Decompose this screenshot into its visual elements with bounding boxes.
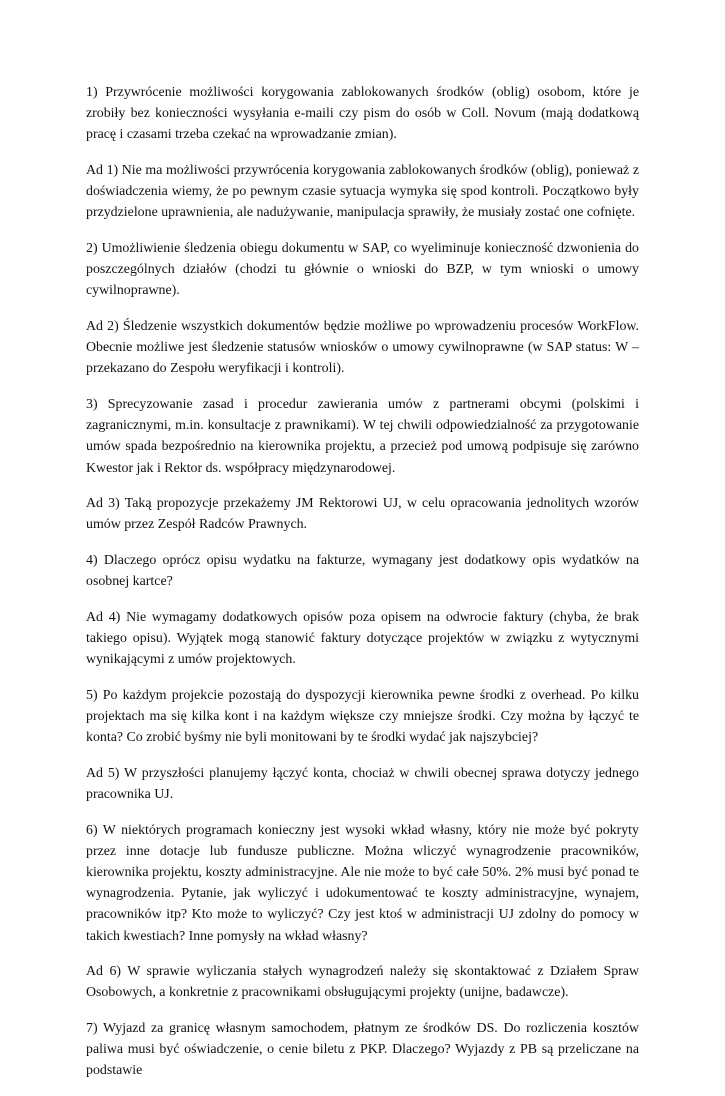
paragraph-7-question: 7) Wyjazd za granicę własnym samochodem, płatnym ze środków DS. Do rozliczenia kosztów paliwa musi być oświadczenie, o cenie biletu z PKP. Dlaczego? Wyjazdy z PB są przeliczane na podstawie [86,1021,639,1079]
paragraph-2-answer: Ad 2) Śledzenie wszystkich dokumentów będzie możliwe po wprowadzeniu procesów WorkFlow. Obecnie możliwe jest śledzenie statusów wniosków o umowy cywilnoprawne (w SAP status: W – przekazano do Zespołu weryfikacji i kontroli). [86,319,639,377]
paragraph-2-question: 2) Umożliwienie śledzenia obiegu dokumentu w SAP, co wyeliminuje konieczność dzwonienia do poszczególnych działów (chodzi tu głównie o wnioski do BZP, w tym wnioski o umowy cywilnoprawne). [86,241,639,299]
paragraph-1-answer: Ad 1) Nie ma możliwości przywrócenia korygowania zablokowanych środków (oblig), ponieważ z doświadczenia wiemy, że po pewnym czasie sytuacja wymyka się spod kontroli. Początkowo były przydzielone uprawnienia, ale nadużywanie, manipulacja sprawiły, że musiały zostać one cofnięte. [86,163,639,221]
document-body [86,82,639,1096]
paragraph-1-question: 1) Przywrócenie możliwości korygowania zablokowanych środków (oblig) osobom, które je zrobiły bez konieczności wysyłania e-maili czy pism do osób w Coll. Novum (mają dodatkową pracę i czasami trzeba czekać na wprowadzanie zmian). [86,85,639,143]
paragraph-6-answer: Ad 6) W sprawie wyliczania stałych wynagrodzeń należy się skontaktować z Działem Spraw Osobowych, a konkretnie z pracownikami obsługującymi projekty (unijne, badawcze). [86,964,639,1001]
paragraph-5-answer: Ad 5) W przyszłości planujemy łączyć konta, chociaż w chwili obecnej sprawa dotyczy jednego pracownika UJ. [86,765,639,802]
paragraph-4-answer: Ad 4) Nie wymagamy dodatkowych opisów poza opisem na odwrocie faktury (chyba, że brak takiego opisu). Wyjątek mogą stanowić faktury dotyczące projektów w związku z wytycznymi wynikającymi z umów projektowych. [86,609,639,668]
paragraph-6-question: 6) W niektórych programach konieczny jest wysoki wkład własny, który nie może być pokryty przez inne dotacje lub fundusze publiczne. Można wliczyć wynagrodzenie pracowników, kierownika projektu, koszty administracyjne. Ale nie może to być całe 50%. 2% musi być ponad te wynagrodzenia. Pytanie, jak wyliczyć i udokumentować te koszty administracyjne, wynajem, pracowników itp? Kto może to wyliczyć? Czy jest ktoś w administracji UJ zdolny do pomocy w takich kwestiach? Inne pomysły na wkład własny? [86,822,639,944]
paragraph-3-answer: Ad 3) Taką propozycje przekażemy JM Rektorowi UJ, w celu opracowania jednolitych wzorów umów przez Zespół Radców Prawnych. [86,496,639,533]
paragraph-4-question: 4) Dlaczego oprócz opisu wydatku na fakturze, wymagany jest dodatkowy opis wydatków na osobnej kartce? [86,553,639,590]
paragraph-5-question: 5) Po każdym projekcie pozostają do dyspozycji kierownika pewne środki z overhead. Po kilku projektach ma się kilka kont i na każdym większe czy mniejsze środki. Czy można by łączyć te konta? Co zrobić byśmy nie byli monitowani by te środki wydać jak najszybciej? [86,687,639,746]
paragraph-3-question: 3) Sprecyzowanie zasad i procedur zawierania umów z partnerami obcymi (polskimi i zagranicznymi, m.in. konsultacje z prawnikami). W tej chwili odpowiedzialność za przygotowanie umów spada bezpośrednio na kierownika projektu, a przecież pod umową podpisuje się zarówno Kwestor jak i Rektor ds. współpracy międzynarodowej. [86,397,639,476]
